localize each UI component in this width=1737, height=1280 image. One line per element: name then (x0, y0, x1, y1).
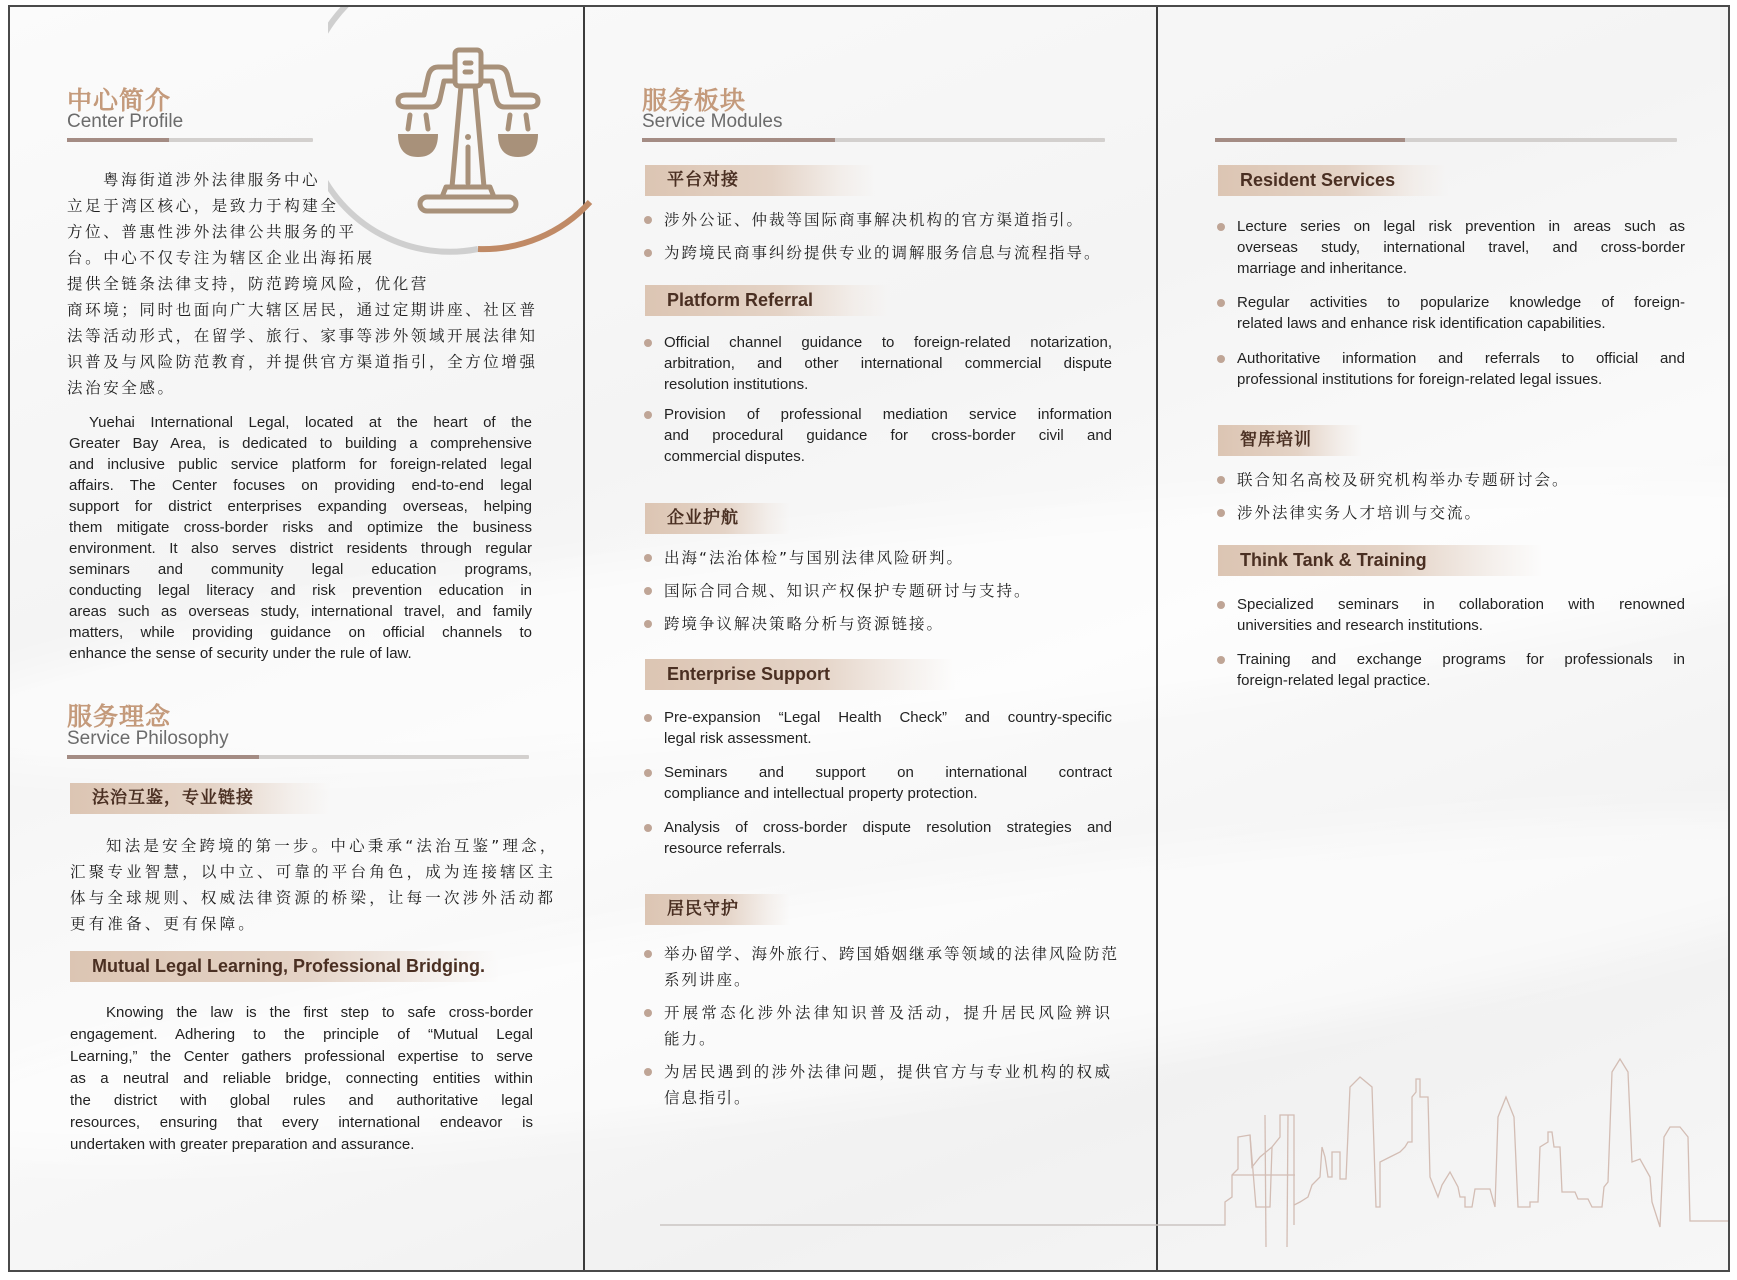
bullet-dot-icon (644, 1009, 652, 1017)
bullet-dot-icon (644, 620, 652, 628)
bullet-dot-icon (644, 714, 652, 722)
module-tag-platform-cn: 平台对接 (645, 165, 875, 196)
section-title-en: Center Profile (67, 111, 184, 132)
module-tag-resident-cn: 居民守护 (645, 894, 790, 925)
bullet-dot-icon (644, 411, 652, 419)
section-rule (642, 138, 1105, 142)
bullet-dot-icon (1217, 509, 1225, 517)
philosophy-paragraph-cn: 知法是安全跨境的第一步。中心秉承“法治互鉴”理念， 汇聚专业智慧，以中立、可靠的平台角色，成为连接辖区主 体与全球规则、权威法律资源的桥梁，让每一次涉外活动都 更有准备、更有保障。 (70, 837, 559, 933)
philosophy-tag-cn: 法治互鉴，专业链接 (70, 783, 330, 814)
bullet-dot-icon (644, 587, 652, 595)
section-title-cn: 服务理念 (67, 702, 172, 731)
bullet-dot-icon (1217, 299, 1225, 307)
section-rule (67, 755, 529, 759)
bullet-dot-icon (1217, 601, 1225, 609)
column-center-profile (67, 7, 559, 1270)
philosophy-paragraph-en: Knowing the law is the first step to safe cross-border engagement. Adhering to the principle of “Mutual Legal Learning,” the Center gathers professional expertise to serve as a neutral and reliable bridge, connecting entities within the district with global rules and authoritative legal resources, ensuring that every international endeavor is undertaken with greater preparation and assurance. (70, 1004, 533, 1153)
philosophy-tag-en: Mutual Legal Learning, Professional Bridging. (70, 951, 500, 982)
module-tag-resident-en: Resident Services (1218, 165, 1448, 196)
section-title-cn: 中心简介 (67, 86, 172, 115)
module-tag-thinktank-cn: 智库培训 (1218, 425, 1363, 456)
column-service-modules: 服务板块 Service Modules 平台对接 涉外公证、仲裁等国际商事解决机构的官方渠道指引。 为跨境民商事纠纷提供专业的调解服务信息与流程指导。 Platform Referral Official channel guidance to foreign-related notarization, arbitration, and other international commercial dispute resolution institutions. Provision of professional mediation service information and procedural guidance for cross-border civil and commercial disputes. 企业护航 出海“法治体检”与国别法律风险研判。 国际合同合规、知识产权保护专题研讨与支持。 跨境争议解决策略分析与资源链接。 Enterprise Support Pre-expansion “Legal Health Check” and country-specific legal risk assessment. Seminars and support on international contract compliance and intellectual property protection. Analysis of cross-border dispute resolution strategies and resource referrals. 居民守护 举办留学、海外旅行、跨国婚姻继承等领域的法律风险防范 系列讲座。 开展常态化涉外法律知识普及活动，提升居民风险辨识 能力。 为居民遇到的涉外法律问题，提供官方与专业机构的权威 信息指引。 (642, 7, 1112, 1270)
bullet-dot-icon (644, 339, 652, 347)
bullet-dot-icon (644, 1068, 652, 1076)
module-tag-enterprise-cn: 企业护航 (645, 503, 790, 534)
section-rule (67, 138, 313, 142)
profile-paragraph-cn: 粤海街道涉外法律服务中心 立足于湾区核心，是致力于构建全 方位、普惠性涉外法律公共服务的平 台。中心不仅专注为辖区企业出海拓展 提供全链条法律支持，防范跨境风险，优化营 商环境；同时也面向广大辖区居民，通过定期讲座、社区普 法等活动形式，在留学、旅行、家事等涉外领域开展法律知 识普及与风险防范教育，并提供官方渠道指引，全方位增强 法治安全感。 (67, 171, 538, 397)
bullet-dot-icon (644, 950, 652, 958)
profile-paragraph-en: Yuehai International Legal, located at the heart of the Greater Bay Area, is dedicated to building a comprehensive and inclusive public service platform for foreign-related legal affairs. The Center focuses on providing end-to-end legal support for district enterprises expanding overseas, helping them mitigate cross-border risks and optimize the business environment. It also serves district residents through regular seminars and community legal education programs, conducting legal literacy and risk prevention education in areas such as overseas study, international travel, and family matters, while providing guidance on official channels to enhance the sense of security under the rule of law. (69, 414, 532, 662)
section-title-en: Service Modules (642, 111, 783, 132)
bullet-dot-icon (644, 216, 652, 224)
bullet-dot-icon (1217, 476, 1225, 484)
module-tag-platform-en: Platform Referral (645, 285, 890, 316)
bullet-dot-icon (644, 769, 652, 777)
module-tag-thinktank-en: Think Tank & Training (1218, 545, 1543, 576)
column-service-modules-continued: Resident Services Lecture series on legal risk prevention in areas such as overseas study, international travel, and cross-border marriage and inheritance. Regular activities to popularize knowledge of foreign- related laws and enhance risk identification capabilities. Authoritative information and referrals to official and professional institutions for foreign-related legal issues. 智库培训 联合知名高校及研究机构举办专题研讨会。 涉外法律实务人才培训与交流。 Think Tank & Training Specialized seminars in collaboration with renowned universities and research institutions. Training and exchange programs for professionals in foreign-related legal practice. (1215, 7, 1685, 1270)
bullet-dot-icon (644, 824, 652, 832)
section-title-cn: 服务板块 (642, 86, 747, 115)
bullet-dot-icon (1217, 355, 1225, 363)
bullet-dot-icon (644, 554, 652, 562)
city-skyline-outline-icon (660, 1007, 1730, 1247)
bullet-dot-icon (644, 249, 652, 257)
brochure-sheet (8, 5, 1730, 1272)
bullet-dot-icon (1217, 223, 1225, 231)
module-tag-enterprise-en: Enterprise Support (645, 659, 955, 690)
section-title-en: Service Philosophy (67, 728, 229, 749)
section-rule (1215, 138, 1677, 142)
bullet-dot-icon (1217, 656, 1225, 664)
